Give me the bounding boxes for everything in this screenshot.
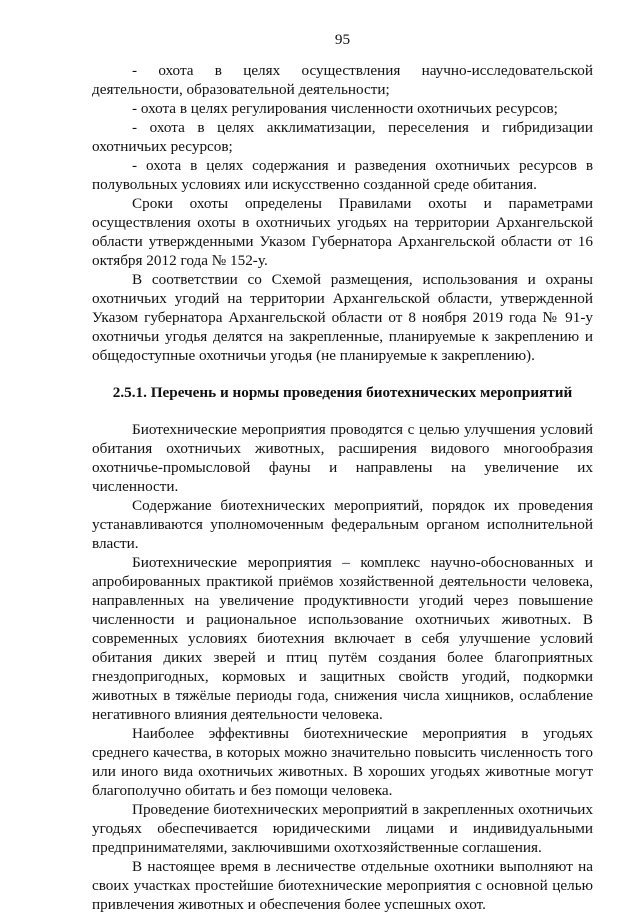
- text-block-after: [92, 420, 593, 914]
- paragraph: - охота в целях содержания и разведения охотничьих ресурсов в полувольных условиях или искусственно созданной среде обитания.: [92, 157, 593, 193]
- paragraph: В соответствии со Схемой размещения, использования и охраны охотничьих угодий на территории Архангельской области, утвержденной Указом губернатора Архангельской области от 8 ноября 2019 года № 91-у охотничьи угодья делятся на закрепленные, планируемые к закреплению и общедоступные охотничьи угодья (не планируемые к закреплению).: [92, 271, 593, 364]
- paragraph: Проведение биотехнических мероприятий в закрепленных охотничьих угодьях обеспечивается юридическими лицами и индивидуальными предпринимателями, заключившими охотхозяйственные соглашения.: [92, 801, 593, 856]
- paragraph: - охота в целях акклиматизации, переселения и гибридизации охотничьих ресурсов;: [92, 119, 593, 155]
- paragraph: Наиболее эффективны биотехнические мероприятия в угодьях среднего качества, в которых можно значительно повысить численность того или иного вида охотничьих животных. В хороших угодьях животные могут благополучно обитать и без помощи человека.: [92, 725, 593, 799]
- paragraph: - охота в целях осуществления научно-исследовательской деятельности, образовательной деятельности;: [92, 62, 593, 98]
- text-block-before: [92, 61, 593, 365]
- paragraph: Содержание биотехнических мероприятий, порядок их проведения устанавливаются уполномоченным федеральным органом исполнительной власти.: [92, 497, 593, 552]
- paragraph: Сроки охоты определены Правилами охоты и параметрами осуществления охоты в охотничьих угодьях на территории Архангельской области утвержденными Указом Губернатора Архангельской области от 16 октября 2012 года № 152-у.: [92, 195, 593, 269]
- page-number: 95: [334, 31, 351, 48]
- section-heading: 2.5.1. Перечень и нормы проведения биотехнических мероприятий: [112, 384, 573, 401]
- paragraph: Биотехнические мероприятия проводятся с целью улучшения условий обитания охотничьих животных, расширения видового многообразия охотничье-промысловой фауны и направлены на увеличение их численности.: [92, 421, 593, 495]
- paragraph: - охота в целях регулирования численности охотничьих ресурсов;: [132, 100, 558, 117]
- paragraph: Биотехнические мероприятия – комплекс научно-обоснованных и апробированных практикой приёмов хозяйственной деятельности человека, направленных на увеличение продуктивности угодий через повышение численности и рациональное использование охотничьих животных. В современных условиях биотехния включает в себя улучшение условий обитания диких зверей и птиц путём создания более благоприятных гнездопригодных, кормовых и защитных свойств угодий, подкормки животных в тяжёлые периоды года, снижения числа хищников, ослабление негативного влияния деятельности человека.: [92, 554, 593, 723]
- paragraph: В настоящее время в лесничестве отдельные охотники выполняют на своих участках простейшие биотехнические мероприятия с основной целью привлечения животных и обеспечения более успешных охот.: [92, 858, 593, 913]
